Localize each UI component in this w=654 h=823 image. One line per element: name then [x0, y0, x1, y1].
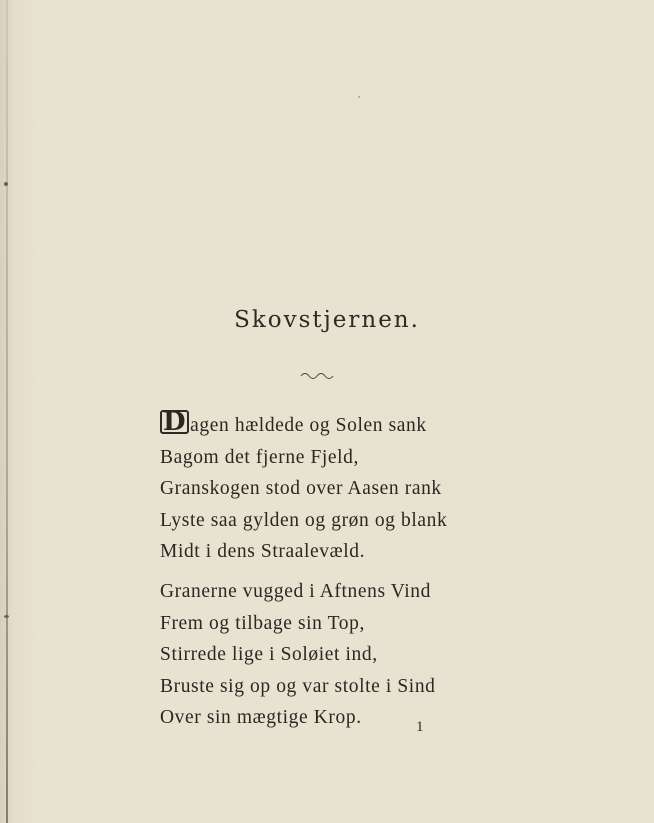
ink-speck [4, 182, 8, 186]
poem-title: Skovstjernen. [234, 307, 420, 333]
drop-cap: D [160, 410, 189, 434]
page-number: 1 [416, 719, 424, 735]
verse-line [160, 407, 447, 442]
verse-line: Frem og tilbage sin Top, [160, 612, 365, 634]
ornament-flourish [300, 370, 336, 382]
verse-line: Bagom det fjerne Fjeld, [160, 446, 360, 468]
ink-speck [358, 96, 360, 98]
stanza-2 [160, 576, 436, 734]
verse-line: Lyste saa gylden og grøn og blank [160, 509, 448, 531]
verse-line: Granskogen stod over Aasen rank [160, 478, 442, 499]
verse-line: Over sin mægtige Krop. [160, 707, 362, 728]
stanza-1 [160, 407, 448, 568]
verse-line: Granerne vugged i Aftnens Vind [160, 581, 431, 602]
verse-line: Bruste sig op og var stolte i Sind [160, 675, 436, 697]
ink-speck [4, 615, 9, 618]
verse-line: Stirrede lige i Soløiet ind, [160, 644, 378, 665]
verse-text: agen hældede og Solen sank [190, 415, 427, 436]
page-gutter [6, 0, 8, 823]
verse-line: Midt i dens Straalevæld. [160, 541, 366, 562]
